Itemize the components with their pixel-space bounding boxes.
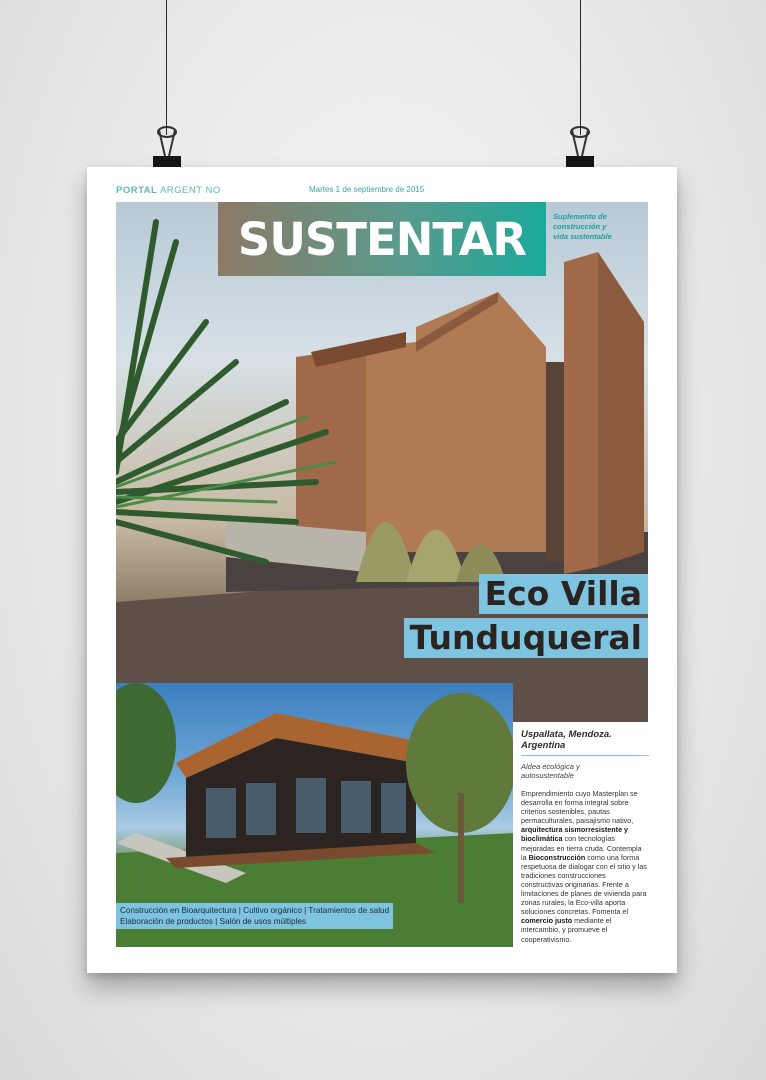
article-sidebar <box>521 729 649 944</box>
divider <box>521 755 649 756</box>
headline-line-1: Eco Villa <box>479 574 648 614</box>
right-hanging-wire <box>580 0 581 135</box>
article-body: Emprendimiento cuyo Masterplan se desarrolla en forma integral sobre criterios sostenibles, pautas permaculturales, paisajismo nativo, arquitectura sismorresistente y bioclimática con tecnologías mejoradas en tierra cruda. Contempla la Bioconstrucción como una forma respetuosa de dialogar con el sitio y las tradiciones construcciones constructivas originarias. Frente a limitaciones de planes de vivienda para zonas rurales, la Eco-villa aporta soluciones concretas. Fomenta el comercio justo mediante el intercambio, y promueve el cooperativismo. <box>521 789 647 944</box>
brand-logo: PORTAL ARGENT NO <box>116 185 221 196</box>
supplement-tagline: Suplemento de construcción y vida sustentable <box>553 212 612 241</box>
issue-date: Martes 1 de septiembre de 2015 <box>309 185 425 194</box>
pavilion-render-photo <box>116 683 513 947</box>
poster-sheet <box>87 167 677 973</box>
left-hanging-wire <box>166 0 167 135</box>
article-subtitle: Aldea ecológica y autosustentable <box>521 762 580 780</box>
poster-header <box>116 185 648 199</box>
facilities-caption: Construcción en Bioarquitectura | Cultivo orgánico | Tratamientos de salud Elaboración de productos | Salón de usos múltiples <box>116 903 393 929</box>
location-heading: Uspallata, Mendoza. Argentina <box>521 729 612 751</box>
masthead-sustentar: SUSTENTAR <box>218 202 546 276</box>
headline-line-2: Tunduqueral <box>404 618 648 658</box>
hero-photo <box>116 202 648 722</box>
